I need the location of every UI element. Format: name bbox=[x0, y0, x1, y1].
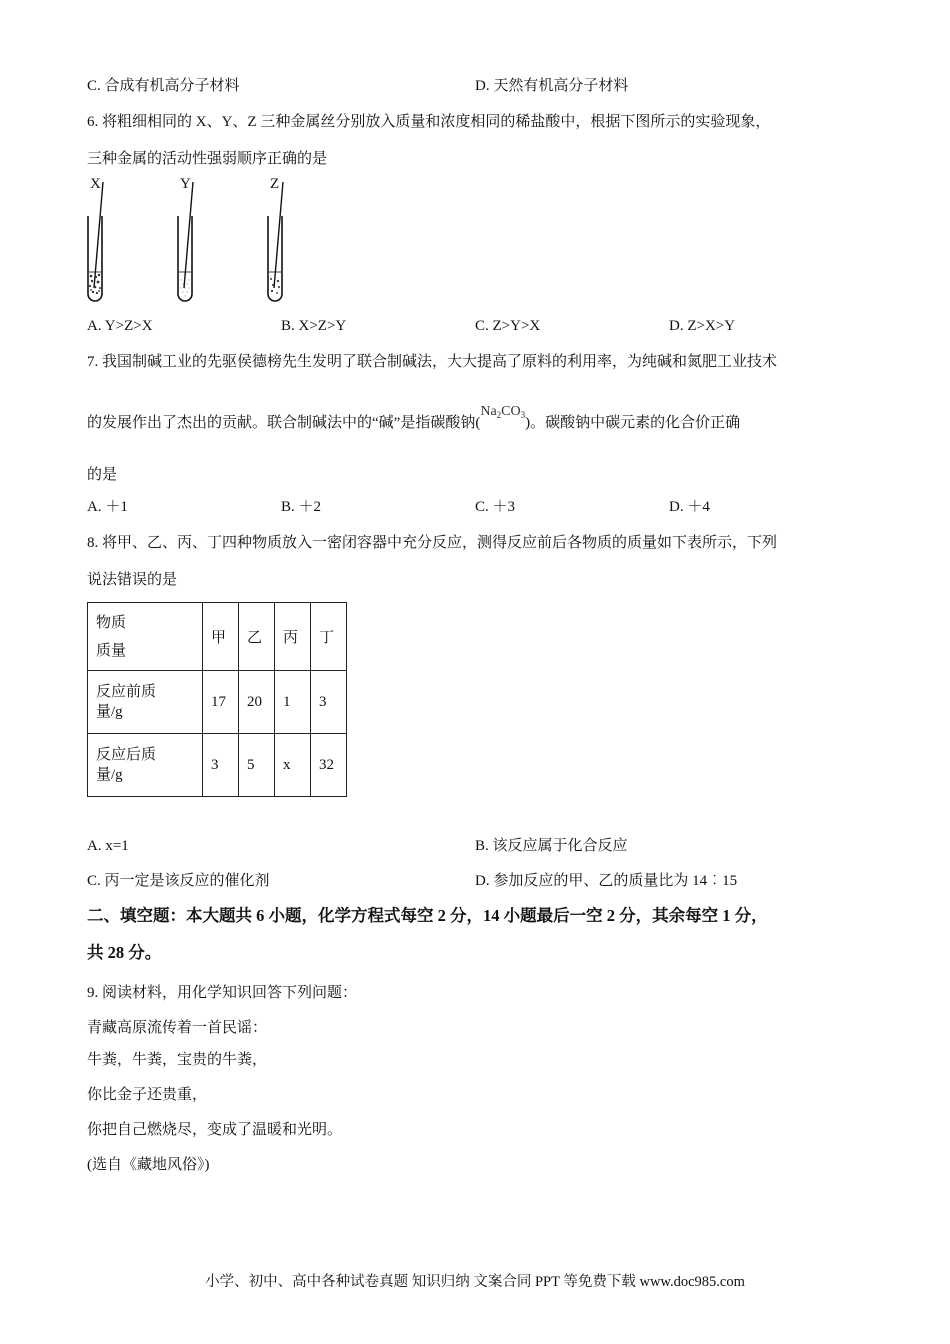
table-row-label bbox=[88, 671, 203, 734]
table-header-cell: 乙 bbox=[239, 603, 275, 671]
q7-option-a[interactable]: A. ＋1 bbox=[87, 499, 128, 515]
section2-title-line2: 共 28 分。 bbox=[87, 943, 162, 962]
section2-title-line1: 二、填空题：本大题共 6 小题，化学方程式每空 2 分，14 小题最后一空 2 分，其余每空 1 分， bbox=[87, 906, 768, 925]
row-label-line1: 反应前质 bbox=[96, 684, 157, 700]
tube-label-y: Y bbox=[180, 176, 191, 192]
q6-stem-line1: 6. 将粗细相同的 X、Y、Z 三种金属丝分别放入质量和浓度相同的稀盐酸中，根据下图所示的实验现象， bbox=[87, 114, 771, 130]
table-header-row bbox=[88, 603, 347, 671]
formula-subscript-3: 3 bbox=[520, 410, 526, 420]
q9-material-line: 你把自己燃烧尽，变成了温暖和光明。 bbox=[87, 1122, 343, 1138]
q8-option-b[interactable]: B. 该反应属于化合反应 bbox=[475, 838, 628, 854]
q7-stem-line1: 7. 我国制碱工业的先驱侯德榜先生发明了联合制碱法，大大提高了原料的利用率，为纯碱和氮肥工业技术 bbox=[87, 354, 778, 370]
q7-stem-line2-end: )。碳酸钠中碳元素的化合价正确 bbox=[525, 415, 741, 431]
table-header-cell: 丙 bbox=[275, 603, 311, 671]
table-cell: 20 bbox=[239, 671, 275, 734]
q7-option-d[interactable]: D. ＋4 bbox=[669, 499, 710, 515]
q5-option-c[interactable]: C. 合成有机高分子材料 bbox=[87, 78, 240, 94]
test-tube-y bbox=[178, 182, 193, 301]
q6-option-c[interactable]: C. Z>Y>X bbox=[475, 318, 541, 334]
table-header-label bbox=[88, 603, 203, 671]
formula-na: Na bbox=[480, 404, 497, 419]
header-label-line2: 质量 bbox=[96, 642, 127, 659]
q7-stem-line2 bbox=[87, 404, 741, 437]
page-footer[interactable]: 小学、初中、高中各种试卷真题 知识归纳 文案合同 PPT 等免费下载 www.doc985.com bbox=[205, 1274, 745, 1290]
q7-stem-line2-start: 的发展作出了杰出的贡献。联合制碱法中的“碱”是指碳酸钠( bbox=[87, 415, 481, 431]
test-tubes-svg bbox=[80, 176, 320, 306]
mass-table bbox=[87, 602, 347, 797]
table-cell: 17 bbox=[203, 671, 239, 734]
test-tube-x bbox=[88, 182, 103, 301]
header-label-line1: 物质 bbox=[96, 614, 127, 631]
table-header-cell: 甲 bbox=[203, 603, 239, 671]
q7-option-b[interactable]: B. ＋2 bbox=[281, 499, 322, 515]
q7-stem-line3: 的是 bbox=[87, 467, 118, 483]
row-label-line2: 量/g bbox=[96, 767, 123, 783]
table-row bbox=[88, 734, 347, 797]
tube-label-z: Z bbox=[270, 176, 280, 192]
q7-option-c[interactable]: C. ＋3 bbox=[475, 499, 516, 515]
table-cell: 32 bbox=[311, 734, 347, 797]
q8-stem-line2: 说法错误的是 bbox=[87, 572, 178, 588]
table-header-cell: 丁 bbox=[311, 603, 347, 671]
q6-option-a[interactable]: A. Y>Z>X bbox=[87, 318, 153, 334]
q9-source-line: (选自《藏地风俗》) bbox=[87, 1157, 210, 1173]
test-tube-z bbox=[268, 182, 283, 301]
q9-material-line: 你比金子还贵重， bbox=[87, 1087, 208, 1103]
row-label-line2: 量/g bbox=[96, 704, 123, 720]
q8-option-d[interactable]: D. 参加反应的甲、乙的质量比为 14︰15 bbox=[475, 873, 738, 889]
q6-option-b[interactable]: B. X>Z>Y bbox=[281, 318, 347, 334]
table-cell: 5 bbox=[239, 734, 275, 797]
q8-option-c[interactable]: C. 丙一定是该反应的催化剂 bbox=[87, 873, 270, 889]
q8-option-a[interactable]: A. x=1 bbox=[87, 838, 129, 854]
q6-option-d[interactable]: D. Z>X>Y bbox=[669, 318, 736, 334]
table-cell: 3 bbox=[203, 734, 239, 797]
table-row bbox=[88, 671, 347, 734]
table-cell: 1 bbox=[275, 671, 311, 734]
q6-stem-line2: 三种金属的活动性强弱顺序正确的是 bbox=[87, 151, 328, 167]
table-row-label bbox=[88, 734, 203, 797]
test-tube-figure bbox=[80, 176, 320, 306]
row-label-line1: 反应后质 bbox=[96, 747, 157, 763]
q5-option-d[interactable]: D. 天然有机高分子材料 bbox=[475, 78, 629, 94]
formula-co: CO bbox=[501, 404, 521, 419]
tube-label-x: X bbox=[90, 176, 101, 192]
q9-stem: 9. 阅读材料，用化学知识回答下列问题： bbox=[87, 985, 358, 1001]
q8-stem-line1: 8. 将甲、乙、丙、丁四种物质放入一密闭容器中充分反应，测得反应前后各物质的质量如下表所示，下列 bbox=[87, 535, 778, 551]
q9-material-line: 青藏高原流传着一首民谣： bbox=[87, 1020, 268, 1036]
sodium-carbonate-formula bbox=[480, 404, 525, 419]
q9-material-line: 牛粪，牛粪，宝贵的牛粪， bbox=[87, 1052, 268, 1068]
table-cell: x bbox=[275, 734, 311, 797]
formula-subscript-2: 2 bbox=[496, 410, 502, 420]
table-cell: 3 bbox=[311, 671, 347, 734]
